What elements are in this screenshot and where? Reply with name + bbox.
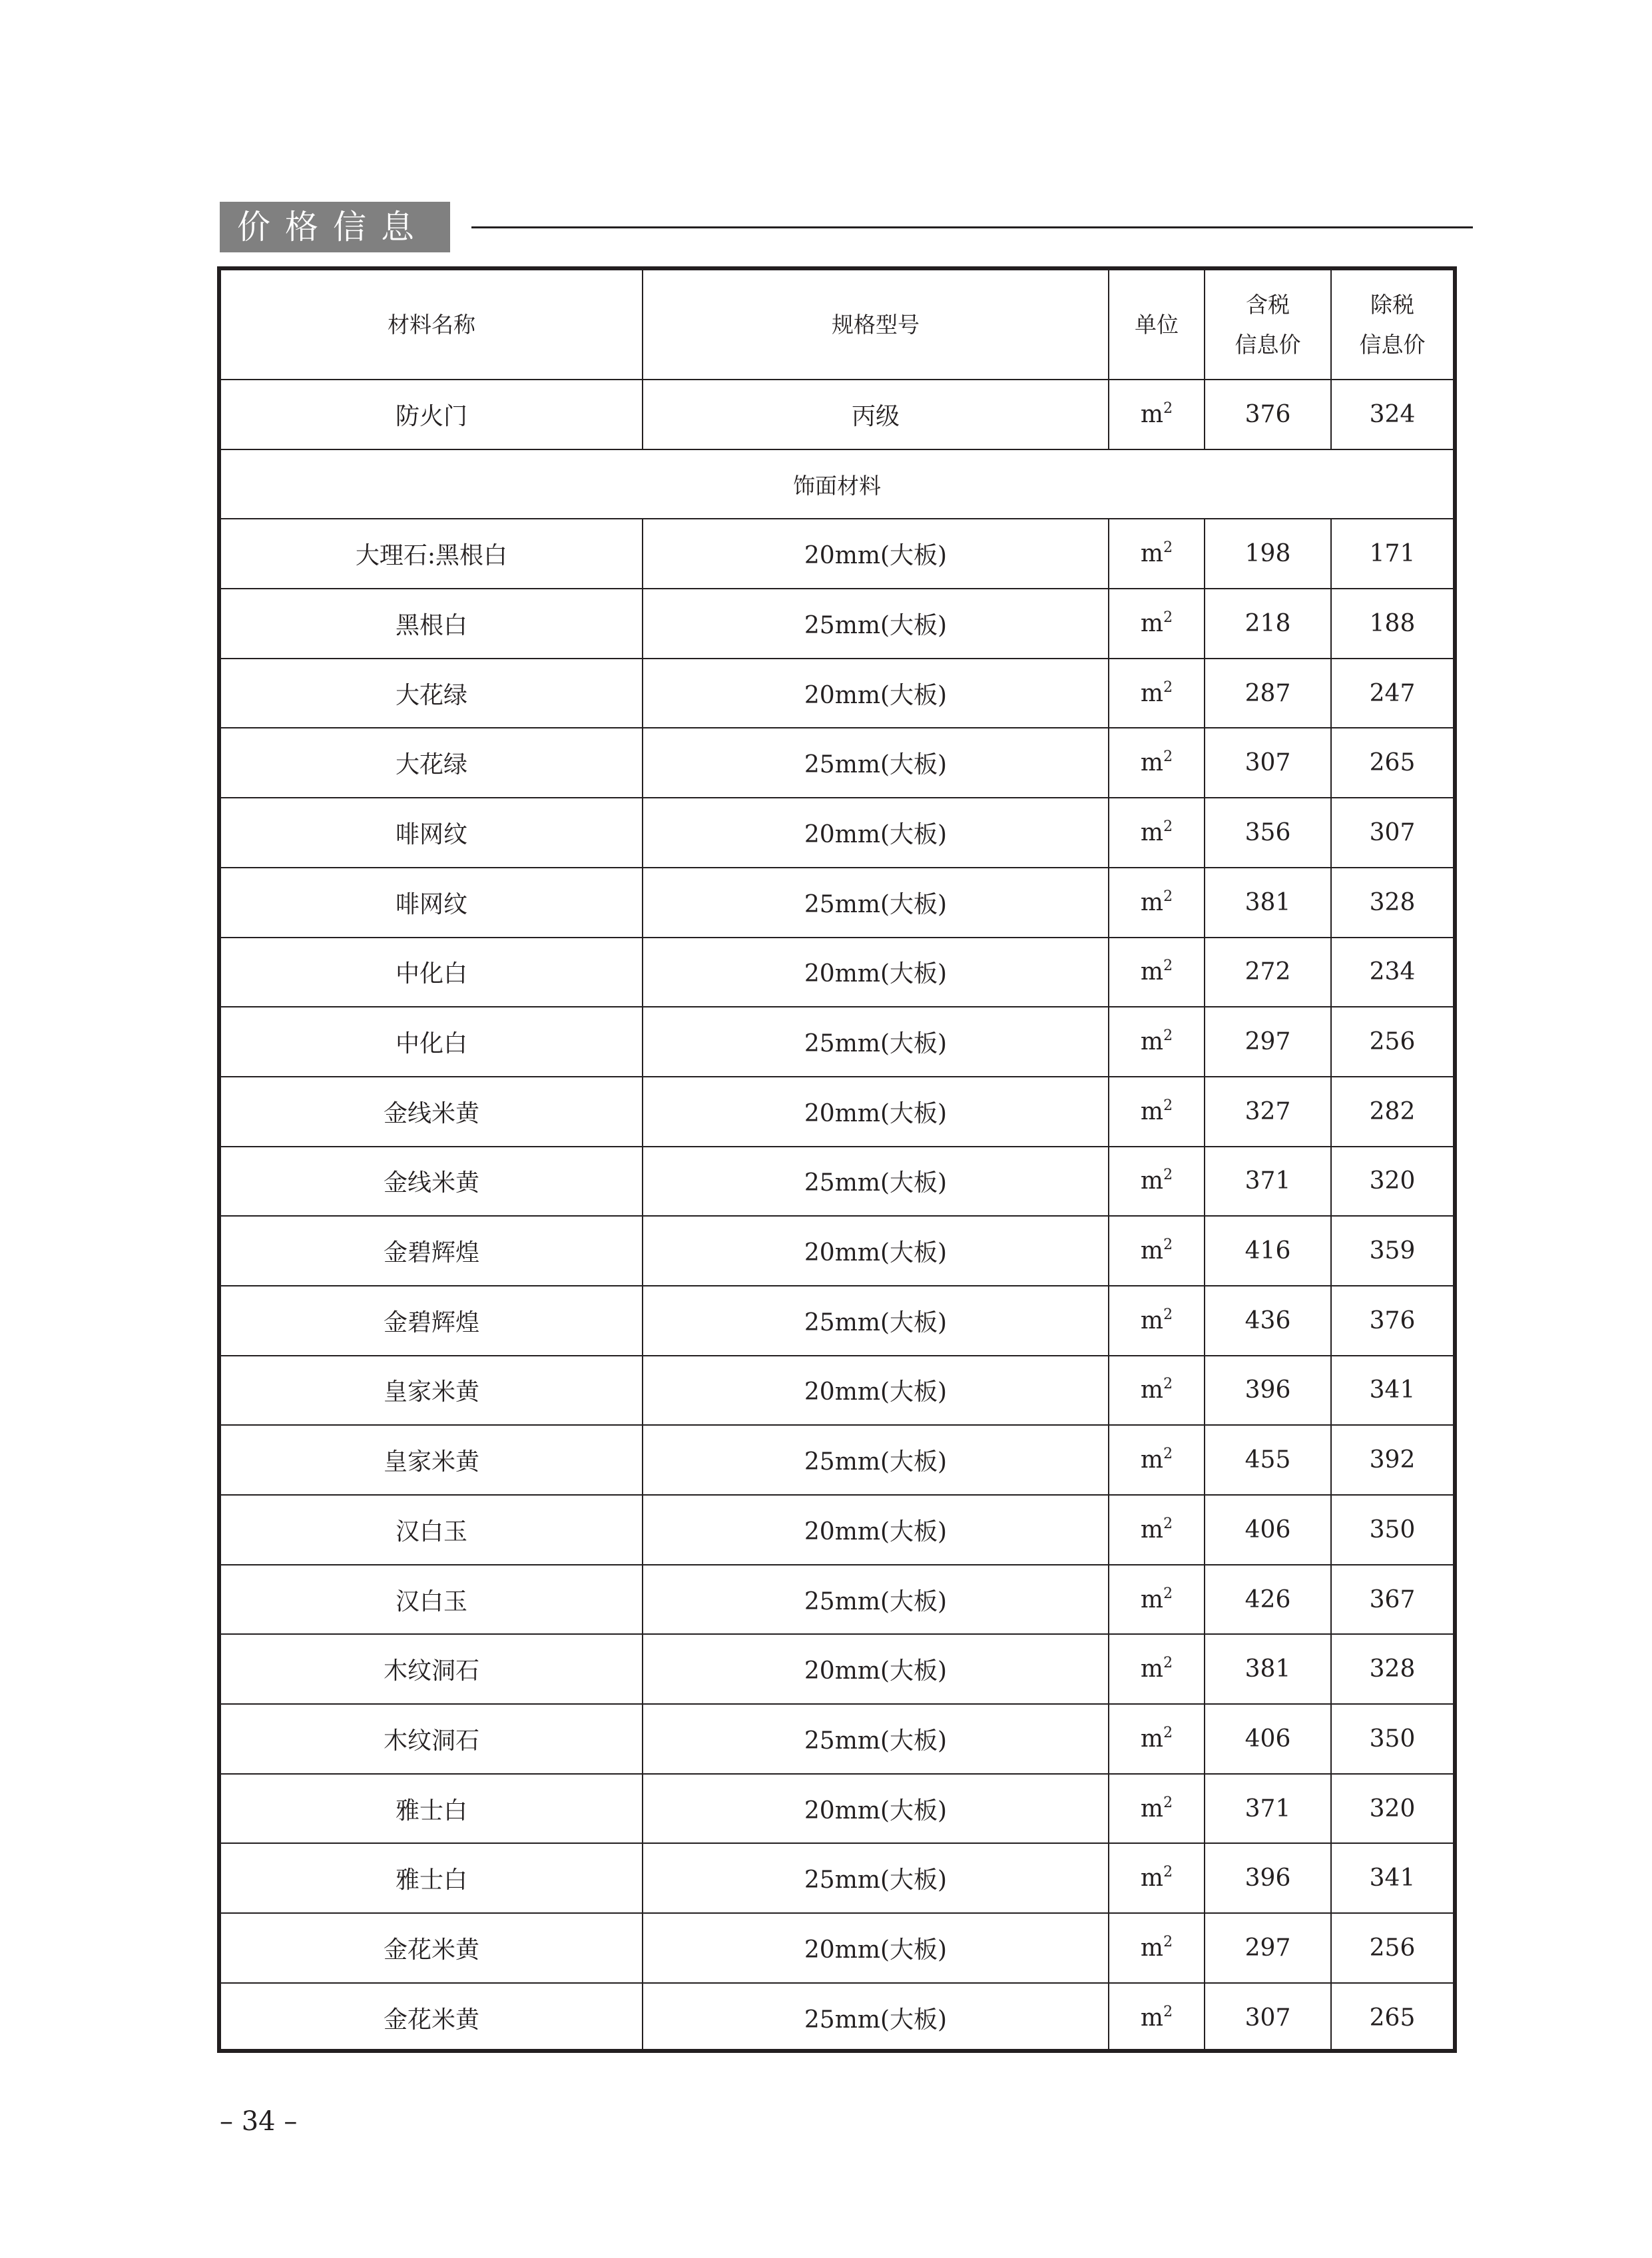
material-name-cell: 大理石:黑根白: [221, 519, 643, 589]
unit-base: m: [1140, 1795, 1164, 1823]
table-row: [221, 1843, 1453, 1913]
unit-exponent: 2: [1163, 818, 1173, 835]
price-excl-tax-cell: 392: [1331, 1425, 1453, 1495]
unit-cell: [1109, 380, 1205, 449]
unit-base: m: [1140, 1306, 1164, 1334]
specification-cell: 25mm(大板): [643, 1425, 1109, 1495]
specification-cell: 20mm(大板): [643, 519, 1109, 589]
specification-cell: 20mm(大板): [643, 1774, 1109, 1844]
unit-exponent: 2: [1163, 1655, 1173, 1672]
table-row: [221, 1634, 1453, 1704]
price-excl-tax-cell: 307: [1331, 798, 1453, 868]
specification-cell: 25mm(大板): [643, 1843, 1109, 1913]
unit-cell: [1109, 1216, 1205, 1286]
unit-exponent: 2: [1163, 1585, 1173, 1602]
price-excl-tax-cell: 359: [1331, 1216, 1453, 1286]
material-name-cell: 汉白玉: [221, 1495, 643, 1565]
unit-exponent: 2: [1163, 888, 1173, 905]
unit-exponent: 2: [1163, 748, 1173, 766]
price-incl-tax-cell: 356: [1205, 798, 1331, 868]
price-excl-tax-cell: 328: [1331, 868, 1453, 938]
header-price-excl-tax: [1331, 270, 1453, 380]
material-name-cell: 大花绿: [221, 659, 643, 728]
price-incl-tax-cell: 396: [1205, 1356, 1331, 1426]
material-name-cell: 中化白: [221, 1007, 643, 1077]
unit-exponent: 2: [1163, 958, 1173, 975]
price-incl-tax-cell: 426: [1205, 1565, 1331, 1635]
specification-cell: 20mm(大板): [643, 798, 1109, 868]
unit-base: m: [1140, 1097, 1164, 1125]
section-header: [220, 202, 1473, 252]
price-excl-tax-cell: 188: [1331, 589, 1453, 659]
material-name-cell: 金碧辉煌: [221, 1216, 643, 1286]
unit-exponent: 2: [1163, 1794, 1173, 1811]
price-excl-tax-cell: 265: [1331, 728, 1453, 798]
material-name-cell: 金线米黄: [221, 1077, 643, 1147]
unit-cell: [1109, 1007, 1205, 1077]
price-excl-tax-cell: 367: [1331, 1565, 1453, 1635]
unit-cell: [1109, 1425, 1205, 1495]
header-price-incl-tax: [1205, 270, 1331, 380]
price-excl-tax-cell: 324: [1331, 380, 1453, 449]
specification-cell: 20mm(大板): [643, 1216, 1109, 1286]
unit-cell: [1109, 728, 1205, 798]
section-title: 价格信息: [220, 202, 450, 252]
unit-base: m: [1140, 1934, 1164, 1962]
unit-exponent: 2: [1163, 1864, 1173, 1881]
specification-cell: 20mm(大板): [643, 1077, 1109, 1147]
table-row: [221, 1425, 1453, 1495]
material-name-cell: 啡网纹: [221, 868, 643, 938]
unit-cell: [1109, 938, 1205, 1007]
price-excl-tax-cell: 376: [1331, 1286, 1453, 1356]
unit-exponent: 2: [1163, 609, 1173, 626]
price-excl-tax-cell: 341: [1331, 1843, 1453, 1913]
specification-cell: 20mm(大板): [643, 1634, 1109, 1704]
price-excl-tax-cell: 341: [1331, 1356, 1453, 1426]
specification-cell: 20mm(大板): [643, 659, 1109, 728]
unit-cell: [1109, 1286, 1205, 1356]
unit-base: m: [1140, 2004, 1164, 2032]
table-row: [221, 868, 1453, 938]
price-excl-tax-cell: 350: [1331, 1495, 1453, 1565]
unit-exponent: 2: [1163, 1167, 1173, 1184]
price-excl-tax-cell: 282: [1331, 1077, 1453, 1147]
material-name-cell: 金花米黄: [221, 1913, 643, 1983]
unit-base: m: [1140, 1167, 1164, 1195]
price-incl-tax-cell: 381: [1205, 1634, 1331, 1704]
unit-base: m: [1140, 818, 1164, 846]
material-name-cell: 啡网纹: [221, 798, 643, 868]
unit-exponent: 2: [1163, 1724, 1173, 1741]
table-row: [221, 1565, 1453, 1635]
specification-cell: 20mm(大板): [643, 938, 1109, 1007]
material-name-cell: 黑根白: [221, 589, 643, 659]
price-excl-tax-cell: 171: [1331, 519, 1453, 589]
price-incl-tax-cell: 198: [1205, 519, 1331, 589]
page-number: – 34 –: [220, 2106, 298, 2137]
price-table: [221, 270, 1453, 2053]
section-rule: [471, 226, 1473, 228]
price-incl-tax-cell: 396: [1205, 1843, 1331, 1913]
specification-cell: 25mm(大板): [643, 728, 1109, 798]
unit-base: m: [1140, 1655, 1164, 1683]
unit-cell: [1109, 798, 1205, 868]
header-material-name: 材料名称: [221, 270, 643, 380]
material-name-cell: 中化白: [221, 938, 643, 1007]
unit-base: m: [1140, 1725, 1164, 1753]
table-row: [221, 798, 1453, 868]
table-row: [221, 1147, 1453, 1217]
specification-cell: 20mm(大板): [643, 1913, 1109, 1983]
header-price-excl-tax-line2: 信息价: [1359, 331, 1426, 358]
specification-cell: 25mm(大板): [643, 1007, 1109, 1077]
unit-exponent: 2: [1163, 1446, 1173, 1463]
material-name-cell: 大花绿: [221, 728, 643, 798]
table-header-row: [221, 270, 1453, 380]
price-incl-tax-cell: 376: [1205, 380, 1331, 449]
table-row: [221, 1913, 1453, 1983]
price-incl-tax-cell: 287: [1205, 659, 1331, 728]
specification-cell: 25mm(大板): [643, 1704, 1109, 1774]
table-row: [221, 1356, 1453, 1426]
table-row: [221, 728, 1453, 798]
unit-base: m: [1140, 400, 1164, 428]
unit-exponent: 2: [1163, 1237, 1173, 1254]
price-incl-tax-cell: 416: [1205, 1216, 1331, 1286]
price-incl-tax-cell: 218: [1205, 589, 1331, 659]
header-unit: 单位: [1109, 270, 1205, 380]
unit-exponent: 2: [1163, 1027, 1173, 1045]
category-row: [221, 449, 1453, 519]
material-name-cell: 金碧辉煌: [221, 1286, 643, 1356]
material-name-cell: 皇家米黄: [221, 1356, 643, 1426]
unit-cell: [1109, 1495, 1205, 1565]
table-row: [221, 1077, 1453, 1147]
price-incl-tax-cell: 297: [1205, 1007, 1331, 1077]
specification-cell: 20mm(大板): [643, 1495, 1109, 1565]
specification-cell: 20mm(大板): [643, 1356, 1109, 1426]
unit-cell: [1109, 1983, 1205, 2053]
unit-exponent: 2: [1163, 400, 1173, 417]
unit-base: m: [1140, 540, 1164, 568]
table-row: [221, 1983, 1453, 2053]
price-incl-tax-cell: 272: [1205, 938, 1331, 1007]
specification-cell: 25mm(大板): [643, 589, 1109, 659]
table-row: [221, 589, 1453, 659]
unit-cell: [1109, 1356, 1205, 1426]
unit-exponent: 2: [1163, 1933, 1173, 1950]
price-excl-tax-cell: 247: [1331, 659, 1453, 728]
table-row: [221, 1007, 1453, 1077]
unit-base: m: [1140, 1446, 1164, 1474]
table-row: [221, 1286, 1453, 1356]
price-excl-tax-cell: 320: [1331, 1147, 1453, 1217]
price-incl-tax-cell: 381: [1205, 868, 1331, 938]
unit-exponent: 2: [1163, 1376, 1173, 1393]
unit-exponent: 2: [1163, 679, 1173, 696]
unit-base: m: [1140, 749, 1164, 777]
unit-exponent: 2: [1163, 1515, 1173, 1532]
table-row: [221, 380, 1453, 449]
unit-cell: [1109, 1843, 1205, 1913]
header-specification: 规格型号: [643, 270, 1109, 380]
header-price-incl-tax-line2: 信息价: [1235, 331, 1301, 358]
price-excl-tax-cell: 265: [1331, 1983, 1453, 2053]
unit-exponent: 2: [1163, 2004, 1173, 2021]
price-incl-tax-cell: 406: [1205, 1495, 1331, 1565]
price-excl-tax-cell: 328: [1331, 1634, 1453, 1704]
table-body: [221, 380, 1453, 2053]
price-incl-tax-cell: 327: [1205, 1077, 1331, 1147]
price-excl-tax-cell: 234: [1331, 938, 1453, 1007]
material-name-cell: 金线米黄: [221, 1147, 643, 1217]
header-price-incl-tax-line1: 含税: [1246, 291, 1290, 318]
unit-cell: [1109, 1565, 1205, 1635]
table-row: [221, 1704, 1453, 1774]
table-row: [221, 1495, 1453, 1565]
price-excl-tax-cell: 350: [1331, 1704, 1453, 1774]
unit-base: m: [1140, 1864, 1164, 1892]
specification-cell: 丙级: [643, 380, 1109, 449]
table-row: [221, 519, 1453, 589]
unit-cell: [1109, 1913, 1205, 1983]
unit-cell: [1109, 1634, 1205, 1704]
price-excl-tax-cell: 320: [1331, 1774, 1453, 1844]
specification-cell: 25mm(大板): [643, 1286, 1109, 1356]
unit-exponent: 2: [1163, 539, 1173, 557]
unit-base: m: [1140, 958, 1164, 986]
price-incl-tax-cell: 371: [1205, 1774, 1331, 1844]
unit-base: m: [1140, 1585, 1164, 1613]
header-price-excl-tax-line1: 除税: [1370, 291, 1414, 318]
table-row: [221, 659, 1453, 728]
unit-cell: [1109, 1147, 1205, 1217]
material-name-cell: 木纹洞石: [221, 1634, 643, 1704]
price-incl-tax-cell: 406: [1205, 1704, 1331, 1774]
specification-cell: 25mm(大板): [643, 1565, 1109, 1635]
unit-base: m: [1140, 1376, 1164, 1404]
price-incl-tax-cell: 307: [1205, 1983, 1331, 2053]
price-excl-tax-cell: 256: [1331, 1913, 1453, 1983]
unit-cell: [1109, 659, 1205, 728]
unit-exponent: 2: [1163, 1306, 1173, 1323]
unit-exponent: 2: [1163, 1097, 1173, 1114]
unit-base: m: [1140, 609, 1164, 637]
unit-base: m: [1140, 888, 1164, 916]
price-incl-tax-cell: 455: [1205, 1425, 1331, 1495]
price-incl-tax-cell: 297: [1205, 1913, 1331, 1983]
unit-base: m: [1140, 1028, 1164, 1056]
price-table-frame: [217, 266, 1457, 2053]
material-name-cell: 汉白玉: [221, 1565, 643, 1635]
specification-cell: 25mm(大板): [643, 1983, 1109, 2053]
price-excl-tax-cell: 256: [1331, 1007, 1453, 1077]
material-name-cell: 皇家米黄: [221, 1425, 643, 1495]
unit-cell: [1109, 589, 1205, 659]
unit-cell: [1109, 1704, 1205, 1774]
unit-base: m: [1140, 679, 1164, 707]
material-name-cell: 金花米黄: [221, 1983, 643, 2053]
unit-base: m: [1140, 1516, 1164, 1544]
unit-cell: [1109, 868, 1205, 938]
material-name-cell: 防火门: [221, 380, 643, 449]
material-name-cell: 雅士白: [221, 1843, 643, 1913]
category-label: 饰面材料: [221, 449, 1453, 519]
table-row: [221, 938, 1453, 1007]
specification-cell: 25mm(大板): [643, 1147, 1109, 1217]
unit-cell: [1109, 1077, 1205, 1147]
unit-cell: [1109, 519, 1205, 589]
material-name-cell: 雅士白: [221, 1774, 643, 1844]
unit-cell: [1109, 1774, 1205, 1844]
price-incl-tax-cell: 371: [1205, 1147, 1331, 1217]
table-row: [221, 1216, 1453, 1286]
material-name-cell: 木纹洞石: [221, 1704, 643, 1774]
price-incl-tax-cell: 307: [1205, 728, 1331, 798]
price-incl-tax-cell: 436: [1205, 1286, 1331, 1356]
unit-base: m: [1140, 1237, 1164, 1265]
table-row: [221, 1774, 1453, 1844]
specification-cell: 25mm(大板): [643, 868, 1109, 938]
